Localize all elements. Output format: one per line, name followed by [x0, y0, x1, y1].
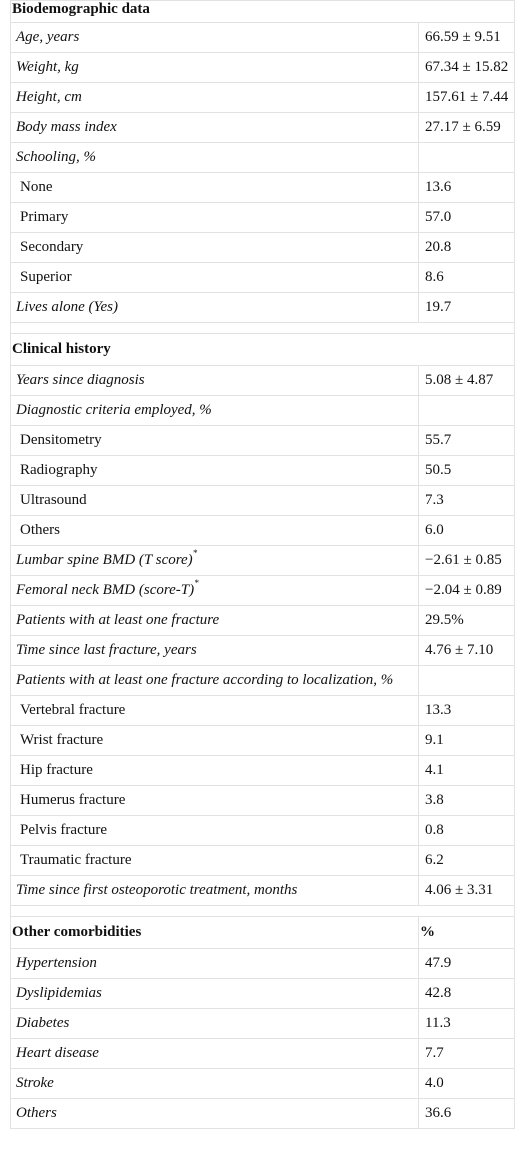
- row-value: 7.3: [419, 486, 515, 516]
- row-label: Schooling, %: [11, 143, 419, 173]
- row-label: None: [11, 173, 419, 203]
- row-value: 8.6: [419, 263, 515, 293]
- row-value: 4.1: [419, 756, 515, 786]
- row-label: Superior: [11, 263, 419, 293]
- row-value: 11.3: [419, 1009, 515, 1039]
- row-value: [419, 143, 515, 173]
- row-label: Diagnostic criteria employed, %: [11, 396, 419, 426]
- row-label: Secondary: [11, 233, 419, 263]
- row-value: [419, 666, 515, 696]
- row-label: Patients with at least one fracture according to localization, %: [11, 666, 419, 696]
- row-label: Others: [11, 1099, 419, 1129]
- row-label: Primary: [11, 203, 419, 233]
- section-title: Other comorbidities: [11, 917, 419, 949]
- table-row: [11, 203, 515, 233]
- table-row: [11, 23, 515, 53]
- row-value: 36.6: [419, 1099, 515, 1129]
- table-row: [11, 846, 515, 876]
- row-value: 42.8: [419, 979, 515, 1009]
- row-label: Years since diagnosis: [11, 366, 419, 396]
- table-row: [11, 456, 515, 486]
- row-label: Diabetes: [11, 1009, 419, 1039]
- table-row: [11, 949, 515, 979]
- footnote-mark: *: [192, 548, 198, 558]
- section-header-biodemographic: [11, 1, 515, 23]
- row-label: Others: [11, 516, 419, 546]
- row-label: Pelvis fracture: [11, 816, 419, 846]
- row-label: Dyslipidemias: [11, 979, 419, 1009]
- row-value: 157.61 ± 7.44: [419, 83, 515, 113]
- row-value: 3.8: [419, 786, 515, 816]
- row-value: 13.6: [419, 173, 515, 203]
- row-value: 47.9: [419, 949, 515, 979]
- row-label: Time since last fracture, years: [11, 636, 419, 666]
- table-row: [11, 816, 515, 846]
- table-row: [11, 696, 515, 726]
- row-value: 0.8: [419, 816, 515, 846]
- table-row: [11, 263, 515, 293]
- footnote-mark: *: [194, 578, 199, 588]
- section-title: Clinical history: [11, 334, 515, 366]
- row-label: Radiography: [11, 456, 419, 486]
- row-value: 50.5: [419, 456, 515, 486]
- row-label-cell: [11, 576, 419, 606]
- row-value: 57.0: [419, 203, 515, 233]
- row-value: 9.1: [419, 726, 515, 756]
- table-row: [11, 426, 515, 456]
- row-value: 4.06 ± 3.31: [419, 876, 515, 906]
- table-row: [11, 143, 515, 173]
- row-value: 5.08 ± 4.87: [419, 366, 515, 396]
- row-value: [419, 396, 515, 426]
- table-row: [11, 666, 515, 696]
- row-label-cell: [11, 546, 419, 576]
- table-row: [11, 516, 515, 546]
- row-label: Vertebral fracture: [11, 696, 419, 726]
- table-row: [11, 1039, 515, 1069]
- table-row: [11, 786, 515, 816]
- row-value: 6.0: [419, 516, 515, 546]
- table-row: [11, 53, 515, 83]
- table-row: [11, 756, 515, 786]
- row-label: Traumatic fracture: [11, 846, 419, 876]
- table-row: [11, 1069, 515, 1099]
- table-row: [11, 396, 515, 426]
- row-label: Height, cm: [11, 83, 419, 113]
- row-value: −2.04 ± 0.89: [419, 576, 515, 606]
- table-row: [11, 486, 515, 516]
- table-row: [11, 606, 515, 636]
- row-label: Stroke: [11, 1069, 419, 1099]
- patient-characteristics-table: [10, 0, 515, 1129]
- row-value: −2.61 ± 0.85: [419, 546, 515, 576]
- row-value: 6.2: [419, 846, 515, 876]
- table-row: [11, 173, 515, 203]
- table-row: [11, 113, 515, 143]
- table-row: [11, 233, 515, 263]
- table-row: [11, 726, 515, 756]
- table-row: [11, 1099, 515, 1129]
- row-value: 4.0: [419, 1069, 515, 1099]
- section-title: Biodemographic data: [11, 1, 515, 23]
- row-label: Wrist fracture: [11, 726, 419, 756]
- section-spacer: [11, 906, 515, 917]
- table-row: [11, 293, 515, 323]
- row-value: 29.5%: [419, 606, 515, 636]
- table-row: [11, 979, 515, 1009]
- row-label: Body mass index: [11, 113, 419, 143]
- section-spacer: [11, 323, 515, 334]
- row-value: 20.8: [419, 233, 515, 263]
- table-row: [11, 576, 515, 606]
- section-header-comorbidities: [11, 917, 515, 949]
- row-label: Lumbar spine BMD (T score): [16, 552, 193, 568]
- row-value: 66.59 ± 9.51: [419, 23, 515, 53]
- row-label: Densitometry: [11, 426, 419, 456]
- section-header-clinical: [11, 334, 515, 366]
- row-value: 7.7: [419, 1039, 515, 1069]
- row-label: Age, years: [11, 23, 419, 53]
- row-label: Heart disease: [11, 1039, 419, 1069]
- row-label: Humerus fracture: [11, 786, 419, 816]
- table-row: [11, 876, 515, 906]
- row-label: Ultrasound: [11, 486, 419, 516]
- table-row: [11, 366, 515, 396]
- row-label: Hip fracture: [11, 756, 419, 786]
- table-row: [11, 1009, 515, 1039]
- row-label: Hypertension: [11, 949, 419, 979]
- table-row: [11, 546, 515, 576]
- row-value: 4.76 ± 7.10: [419, 636, 515, 666]
- row-value: 19.7: [419, 293, 515, 323]
- row-value: 55.7: [419, 426, 515, 456]
- row-label: Time since first osteoporotic treatment, months: [11, 876, 419, 906]
- table-row: [11, 83, 515, 113]
- row-value: 13.3: [419, 696, 515, 726]
- row-label: Lives alone (Yes): [11, 293, 419, 323]
- unit-header: %: [419, 917, 515, 949]
- row-value: 67.34 ± 15.82: [419, 53, 515, 83]
- row-label: Femoral neck BMD (score-T): [16, 582, 195, 598]
- row-label: Patients with at least one fracture: [11, 606, 419, 636]
- row-value: 27.17 ± 6.59: [419, 113, 515, 143]
- table-row: [11, 636, 515, 666]
- row-label: Weight, kg: [11, 53, 419, 83]
